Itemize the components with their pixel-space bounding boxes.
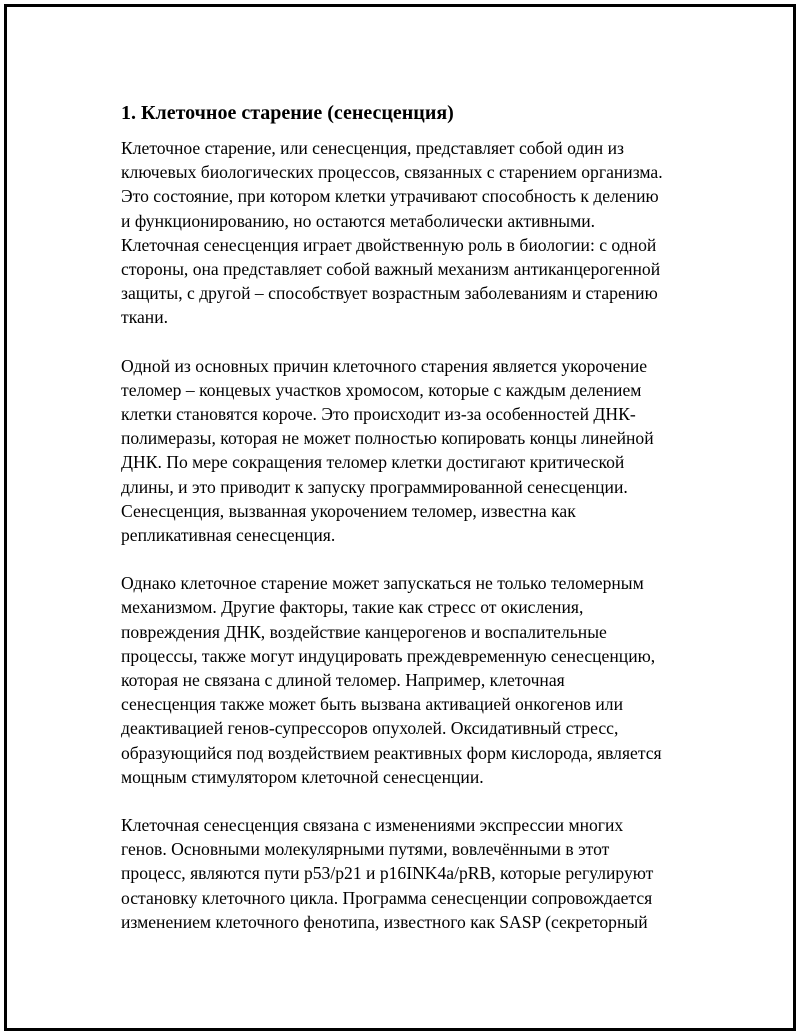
paragraph-1 [121, 136, 696, 330]
paragraph-4 [121, 813, 696, 934]
text-line: процесс, являются пути p53/p21 и p16INK4a/pRB, которые регулируют [121, 863, 654, 884]
text-line: Сенесценция, вызванная укорочением теломер, известна как [121, 500, 576, 521]
text-line: репликативная сенесценция. [121, 525, 336, 546]
text-line: и функционированию, но остаются метаболически активными. [121, 210, 596, 231]
text-line: генов. Основными молекулярными путями, вовлечёнными в этот [121, 839, 610, 860]
page-frame [4, 4, 796, 1031]
text-line: клетки становятся короче. Это происходит из-за особенностей ДНК- [121, 404, 636, 425]
section-heading: 1. Клеточное старение (сенесценция) [121, 102, 454, 124]
text-line: ДНК. По мере сокращения теломер клетки достигают критической [121, 452, 625, 473]
text-line: Клеточное старение, или сенесценция, представляет собой один из [121, 138, 624, 158]
text-line: полимеразы, которая не может полностью копировать концы линейной [121, 428, 654, 449]
text-line: стороны, она представляет собой важный механизм антиканцерогенной [121, 259, 661, 280]
text-line: Это состояние, при котором клетки утрачивают способность к делению [121, 186, 659, 207]
text-line: ткани. [121, 307, 169, 328]
text-line: изменением клеточного фенотипа, известного как SASP (секреторный [121, 911, 648, 932]
paragraph-2 [121, 354, 696, 548]
text-line: мощным стимулятором клеточной сенесценции. [121, 766, 484, 787]
text-line: процессы, также могут индуцировать преждевременную сенесценцию, [121, 645, 656, 666]
text-line: образующийся под воздействием реактивных форм кислорода, является [121, 742, 662, 763]
document-body [121, 100, 696, 958]
paragraph-3 [121, 571, 696, 789]
text-line: ключевых биологических процессов, связанных с старением организма. [121, 162, 663, 183]
text-line: деактивацией генов-супрессоров опухолей. Оксидативный стресс, [121, 718, 619, 739]
text-line: которая не связана с длиной теломер. Например, клеточная [121, 670, 565, 691]
text-line: Однако клеточное старение может запускаться не только теломерным [121, 573, 644, 594]
text-line: сенесценция также может быть вызвана активацией онкогенов или [121, 694, 623, 715]
text-line: Одной из основных причин клеточного старения является укорочение [121, 355, 648, 376]
text-line: Клеточная сенесценция играет двойственную роль в биологии: с одной [121, 234, 657, 255]
text-line: длины, и это приводит к запуску программированной сенесценции. [121, 476, 628, 497]
text-line: механизмом. Другие факторы, такие как стресс от окисления, [121, 597, 584, 618]
text-line: повреждения ДНК, воздействие канцерогенов и воспалительные [121, 621, 607, 642]
text-line: остановку клеточного цикла. Программа сенесценции сопровождается [121, 887, 653, 908]
text-line: защиты, с другой – способствует возрастным заболеваниям и старению [121, 283, 658, 304]
text-line: теломер – концевых участков хромосом, которые с каждым делением [121, 379, 642, 400]
text-line: Клеточная сенесценция связана с изменениями экспрессии многих [121, 815, 624, 836]
